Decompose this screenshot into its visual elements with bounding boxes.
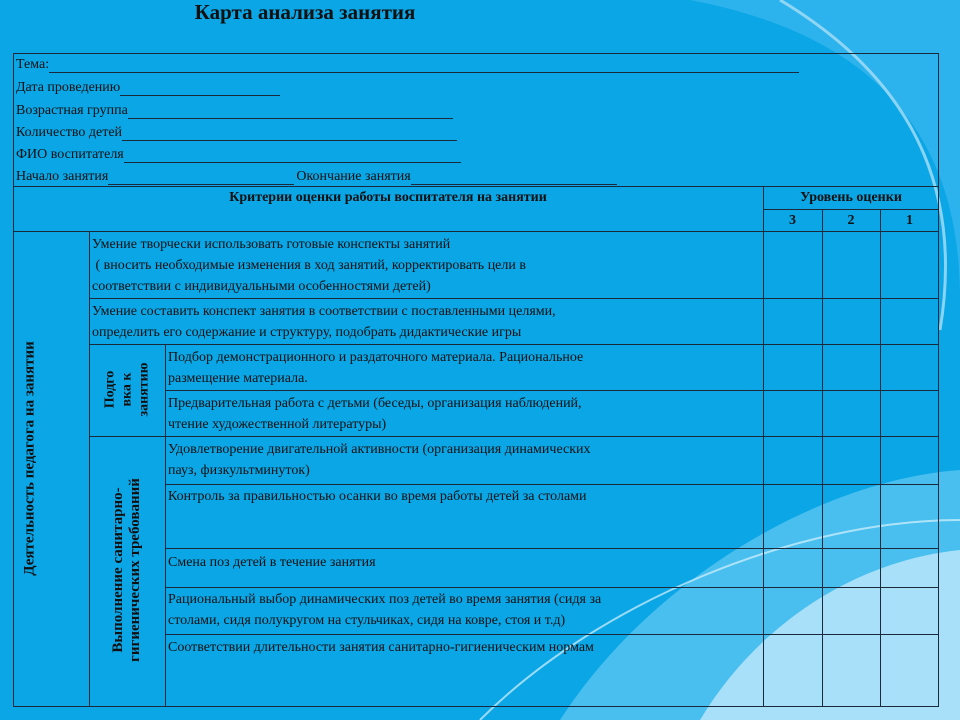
criterion-line: определить его содержание и структуру, подобрать дидактические игры (92, 325, 522, 340)
level-header: Уровень оценки (800, 190, 902, 205)
field-age-group (16, 103, 455, 119)
field-children-count (16, 125, 459, 141)
criterion-line: Удовлетворение двигательной активности (организация динамических (168, 442, 591, 457)
level-header-divider (763, 209, 939, 210)
table-top-border (13, 186, 939, 187)
group-sanitary-line-1: Выполнение санитарно- (110, 487, 126, 653)
table-row (92, 301, 556, 343)
criterion-line: Соответствии длительности занятия санитарно-гигиеническим нормам (168, 640, 594, 655)
group-sanitary-line-2: гигиенических требований (127, 478, 143, 662)
field-topic (16, 57, 801, 73)
field-end-line[interactable] (411, 170, 617, 185)
level-column-divider (880, 209, 881, 707)
table-row (168, 439, 591, 481)
criterion-line: Умение творчески использовать готовые конспекты занятий (92, 237, 451, 252)
page-title: Карта анализа занятия (194, 0, 416, 24)
criterion-line: размещение материала. (168, 371, 308, 386)
criterion-line: ( вносить необходимые изменения в ход занятий, корректировать цели в (92, 258, 526, 273)
criterion-line: Предварительная работа с детьми (беседы, организация наблюдений, (168, 396, 582, 411)
field-teacher-name (16, 147, 463, 163)
group-preparation-line-3: занятию (136, 362, 152, 417)
field-date-label: Дата проведению (16, 80, 121, 95)
field-date-line[interactable] (120, 81, 280, 96)
table-row (168, 637, 594, 658)
criterion-line: Контроль за правильностью осанки во время работы детей за столами (168, 489, 587, 504)
table-header-bottom (13, 231, 939, 232)
level-2-header: 2 (847, 213, 855, 228)
field-age-group-line[interactable] (128, 104, 453, 119)
subgroup-column-divider (165, 344, 166, 707)
field-start-end (16, 169, 619, 185)
row-divider (89, 436, 939, 437)
criterion-line: соответствии с индивидуальными особенностями детей) (92, 279, 431, 294)
criterion-line: Подбор демонстрационного и раздаточного материала. Рациональное (168, 350, 584, 365)
criterion-line: столами, сидя полукругом на стульчиках, сидя на ковре, стоя и т.д) (168, 613, 566, 628)
table-row (168, 393, 582, 435)
table-row (168, 552, 376, 573)
table-row (168, 589, 601, 631)
field-teacher-name-label: ФИО воспитателя (16, 147, 124, 162)
group-column-divider (89, 231, 90, 707)
level-1-header: 1 (906, 213, 913, 228)
level-column-divider (763, 186, 764, 707)
field-age-group-label: Возрастная группа (16, 103, 128, 118)
table-row (168, 347, 583, 389)
table-row (92, 234, 526, 297)
field-start-label: Начало занятия (16, 169, 109, 184)
table-row (168, 486, 587, 507)
field-start-line[interactable] (108, 170, 294, 185)
criteria-header: Критерии оценки работы воспитателя на занятии (229, 190, 547, 205)
group-preparation-line-1: Подго (102, 370, 118, 409)
criterion-line: Умение составить конспект занятия в соответствии с поставленными целями, (92, 304, 556, 319)
criterion-line: Рациональный выбор динамических поз детей во время занятия (сидя за (168, 592, 602, 607)
criterion-line: Смена поз детей в течение занятия (168, 555, 376, 570)
level-3-header: 3 (789, 213, 796, 228)
field-teacher-name-line[interactable] (124, 148, 461, 163)
field-children-count-label: Количество детей (16, 125, 123, 140)
field-end-label: Окончание занятия (296, 169, 411, 184)
field-children-count-line[interactable] (122, 126, 457, 141)
criterion-line: пауз, физкультминуток) (168, 463, 310, 478)
group-preparation-line-2: вка к (119, 372, 135, 407)
row-divider (89, 298, 939, 299)
level-column-divider (822, 209, 823, 707)
field-date (16, 80, 282, 96)
row-divider (89, 344, 939, 345)
field-topic-label: Тема: (16, 57, 50, 72)
criterion-line: чтение художественной литературы) (168, 417, 387, 432)
field-topic-line[interactable] (49, 58, 799, 73)
